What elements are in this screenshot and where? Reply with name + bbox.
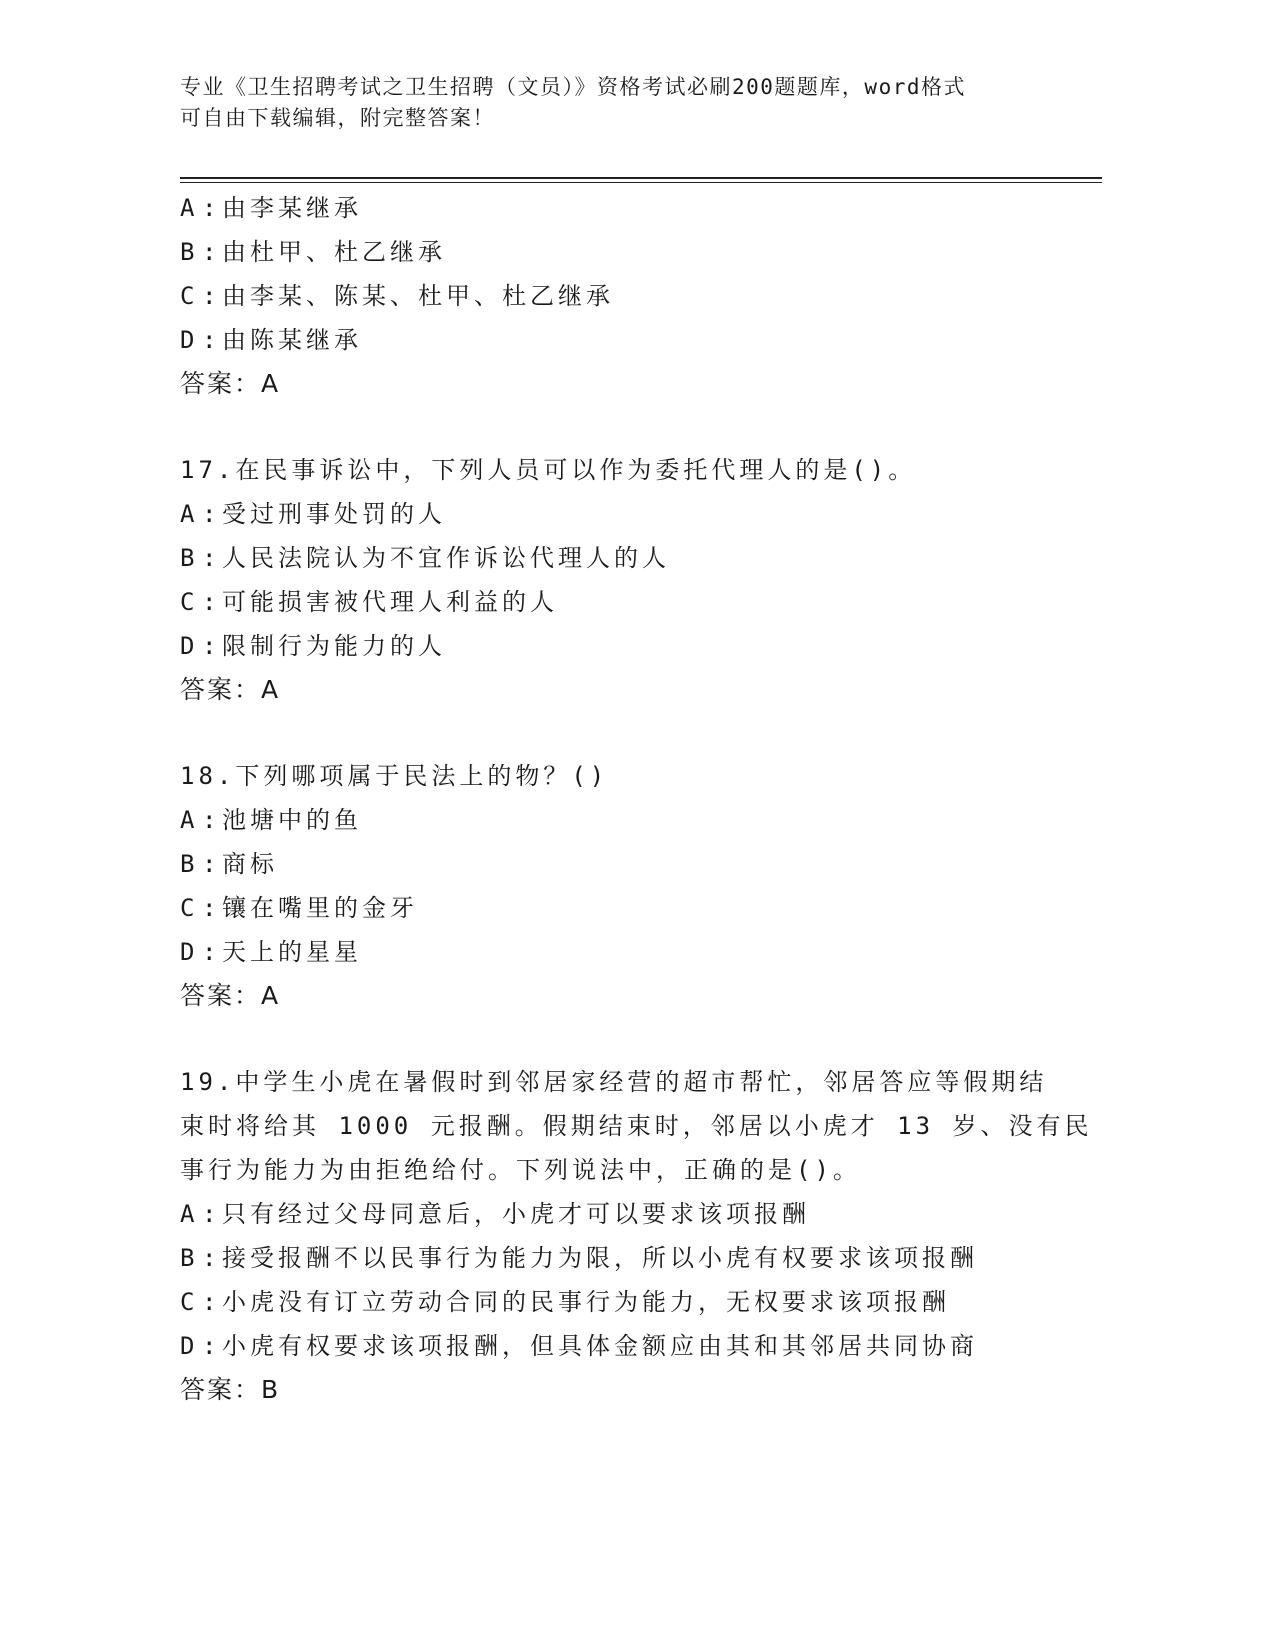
option-row	[180, 798, 1060, 842]
option-separator: :	[202, 632, 217, 660]
option-letter: B	[180, 1244, 195, 1272]
question-block	[180, 186, 1060, 448]
option-letter: B	[180, 544, 195, 572]
option-letter: C	[180, 282, 195, 310]
option-separator: :	[202, 1332, 217, 1360]
option-separator: :	[202, 806, 217, 834]
option-row	[180, 1280, 1060, 1324]
option-separator: :	[202, 544, 217, 572]
option-text: 由杜甲、杜乙继承	[222, 238, 446, 266]
option-separator: :	[202, 588, 217, 616]
option-separator: :	[202, 938, 217, 966]
option-letter: D	[180, 326, 195, 354]
option-letter: B	[180, 850, 195, 878]
option-text: 人民法院认为不宜作诉讼代理人的人	[222, 544, 670, 572]
option-letter: C	[180, 1288, 195, 1316]
option-row	[180, 186, 1060, 230]
option-separator: :	[202, 326, 217, 354]
option-letter: C	[180, 588, 195, 616]
option-row	[180, 492, 1060, 536]
option-letter: A	[180, 806, 195, 834]
option-text: 小虎没有订立劳动合同的民事行为能力，无权要求该项报酬	[222, 1288, 950, 1316]
option-text: 天上的星星	[222, 938, 362, 966]
question-text: 19.中学生小虎在暑假时到邻居家经营的超市帮忙，邻居答应等假期结	[180, 1068, 1048, 1096]
option-text: 镶在嘴里的金牙	[222, 894, 418, 922]
option-separator: :	[202, 194, 217, 222]
answer-text: 答案：B	[180, 1375, 281, 1404]
option-text: 由李某、陈某、杜甲、杜乙继承	[222, 282, 614, 310]
document-header	[180, 72, 1040, 134]
question-block	[180, 754, 1060, 1060]
option-row	[180, 886, 1060, 930]
option-letter: A	[180, 1200, 195, 1228]
option-letter: A	[180, 500, 195, 528]
question-list	[180, 186, 1093, 1412]
block-spacer	[180, 712, 1060, 754]
header-line-1: 专业《卫生招聘考试之卫生招聘（文员）》资格考试必刷200题题库，word格式	[180, 75, 966, 99]
answer-text: 答案：A	[180, 369, 281, 398]
option-separator: :	[202, 282, 217, 310]
option-separator: :	[202, 238, 217, 266]
option-row	[180, 580, 1060, 624]
option-row	[180, 842, 1060, 886]
option-text: 小虎有权要求该项报酬，但具体金额应由其和其邻居共同协商	[222, 1332, 978, 1360]
option-separator: :	[202, 1200, 217, 1228]
option-separator: :	[202, 500, 217, 528]
option-text: 由陈某继承	[222, 326, 362, 354]
answer-text: 答案：A	[180, 981, 281, 1010]
option-text: 可能损害被代理人利益的人	[222, 588, 558, 616]
option-row	[180, 230, 1060, 274]
option-row	[180, 624, 1060, 668]
option-separator: :	[202, 1288, 217, 1316]
question-text: 事行为能力为由拒绝给付。下列说法中，正确的是()。	[180, 1156, 861, 1184]
question-text: 18.下列哪项属于民法上的物？()	[180, 762, 609, 790]
option-letter: C	[180, 894, 195, 922]
option-text: 受过刑事处罚的人	[222, 500, 446, 528]
option-row	[180, 1236, 1060, 1280]
header-line-2: 可自由下载编辑，附完整答案！	[180, 106, 495, 130]
answer-text: 答案：A	[180, 675, 281, 704]
option-text: 池塘中的鱼	[222, 806, 362, 834]
option-letter: D	[180, 938, 195, 966]
option-text: 接受报酬不以民事行为能力为限，所以小虎有权要求该项报酬	[222, 1244, 978, 1272]
block-spacer	[180, 1018, 1060, 1060]
option-text: 商标	[222, 850, 278, 878]
question-block	[180, 448, 1060, 754]
option-letter: D	[180, 1332, 195, 1360]
option-row	[180, 536, 1060, 580]
question-block	[180, 1060, 1093, 1412]
option-row	[180, 930, 1060, 974]
question-text: 17.在民事诉讼中，下列人员可以作为委托代理人的是()。	[180, 456, 917, 484]
block-spacer	[180, 406, 1060, 448]
option-letter: B	[180, 238, 195, 266]
header-divider-thick	[180, 177, 1102, 179]
option-text: 限制行为能力的人	[222, 632, 446, 660]
option-row	[180, 318, 1060, 362]
option-text: 只有经过父母同意后，小虎才可以要求该项报酬	[222, 1200, 810, 1228]
option-letter: D	[180, 632, 195, 660]
option-row	[180, 1192, 1060, 1236]
option-row	[180, 1324, 1060, 1368]
option-text: 由李某继承	[222, 194, 362, 222]
question-text: 束时将给其 1000 元报酬。假期结束时，邻居以小虎才 13 岁、没有民	[180, 1112, 1093, 1140]
option-separator: :	[202, 850, 217, 878]
option-separator: :	[202, 894, 217, 922]
header-divider-thin	[180, 182, 1102, 183]
option-row	[180, 274, 1060, 318]
option-separator: :	[202, 1244, 217, 1272]
option-letter: A	[180, 194, 195, 222]
